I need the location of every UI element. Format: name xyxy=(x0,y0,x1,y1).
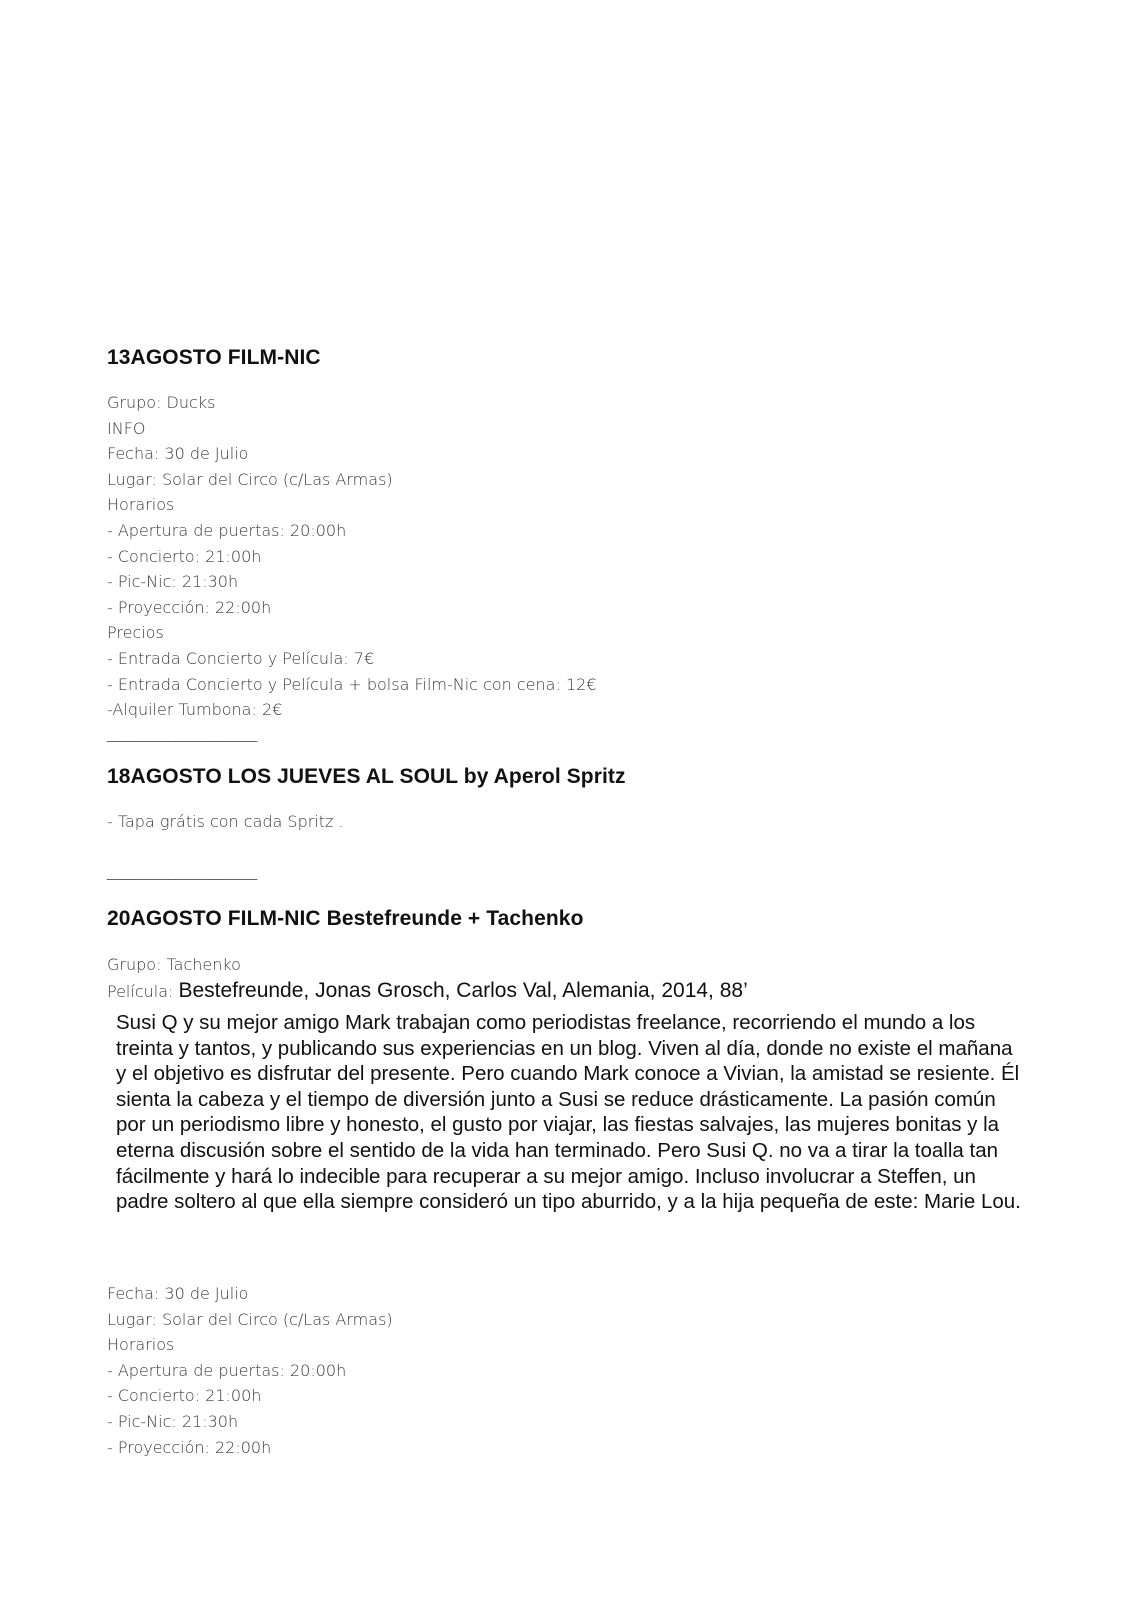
detail-line: Precios xyxy=(107,623,164,643)
film-label: Película: xyxy=(107,981,179,1001)
detail-line: - Entrada Concierto y Película: 7€ xyxy=(107,648,375,668)
divider-2 xyxy=(107,864,1027,880)
film-value: Bestefreunde, Jonas Grosch, Carlos Val, Alemania, 2014, 88’ xyxy=(178,978,748,1002)
detail-line: - Concierto: 21:00h xyxy=(107,546,262,566)
event-heading: 20AGOSTO FILM-NIC Bestefreunde + Tachenko xyxy=(107,907,584,930)
event-18-details xyxy=(107,809,1027,835)
detail-line: - Pic-Nic: 21:30h xyxy=(107,1411,239,1431)
event-heading: 13AGOSTO FILM-NIC xyxy=(107,346,321,369)
detail-line: - Proyección: 22:00h xyxy=(107,597,272,617)
detail-line: Horarios xyxy=(107,1335,175,1355)
event-20-details xyxy=(107,952,1027,1005)
divider-1 xyxy=(107,726,1027,742)
detail-line: -Alquiler Tumbona: 2€ xyxy=(107,700,283,720)
detail-line: Fecha: 30 de Julio xyxy=(107,1284,249,1303)
event-20-agosto xyxy=(107,907,1027,931)
event-heading: 18AGOSTO LOS JUEVES AL SOUL by Aperol Spritz xyxy=(107,765,626,788)
detail-line: - Apertura de puertas: 20:00h xyxy=(107,520,347,540)
film-synopsis: Susi Q y su mejor amigo Mark trabajan como periodistas freelance, recorriendo el mundo a los treinta y tantos, y publicando sus experiencias en un blog. Viven al día, donde no existe el mañana y el objetivo es disfrutar del presente. Pero cuando Mark conoce a Vivian, la amistad se resiente. Él sienta la cabeza y el tiempo de diversión junto a Susi se reduce drásticamente. La pasión común por un periodismo libre y honesto, el gusto por viajar, las fiestas salvajes, las mujeres bonitas y la eterna discusión sobre el sentido de la vida han terminado. Pero Susi Q. no va a tirar la toalla tan fácilmente y hará lo indecible para recuperar a su mejor amigo. Incluso involucrar a Steffen, un padre soltero al que ella siempre consideró un tipo aburrido, y a la hija pequeña de este: Marie Lou. xyxy=(116,1011,1021,1214)
detail-line: - Tapa grátis con cada Spritz . xyxy=(107,812,344,831)
detail-line: - Concierto: 21:00h xyxy=(107,1386,262,1406)
film-line xyxy=(107,978,1027,1005)
detail-line: INFO xyxy=(107,418,146,438)
detail-line: Fecha: 30 de Julio xyxy=(107,444,249,464)
detail-line: - Pic-Nic: 21:30h xyxy=(107,572,239,592)
divider-line: ______________________ xyxy=(107,726,257,742)
event-18-agosto xyxy=(107,765,1027,789)
group-line: Grupo: Tachenko xyxy=(107,955,241,974)
detail-line: - Apertura de puertas: 20:00h xyxy=(107,1360,347,1380)
detail-line: - Proyección: 22:00h xyxy=(107,1437,272,1457)
event-20-info xyxy=(107,1281,1027,1460)
detail-line: - Entrada Concierto y Película + bolsa Film-Nic con cena: 12€ xyxy=(107,674,597,694)
detail-line: Grupo: Ducks xyxy=(107,393,216,412)
detail-line: Lugar: Solar del Circo (c/Las Armas) xyxy=(107,1309,393,1329)
event-13-details xyxy=(107,390,1027,723)
detail-line: Lugar: Solar del Circo (c/Las Armas) xyxy=(107,469,393,489)
event-13-agosto xyxy=(107,346,1027,370)
divider-line: ______________________ xyxy=(107,864,257,880)
detail-line: Horarios xyxy=(107,495,175,515)
